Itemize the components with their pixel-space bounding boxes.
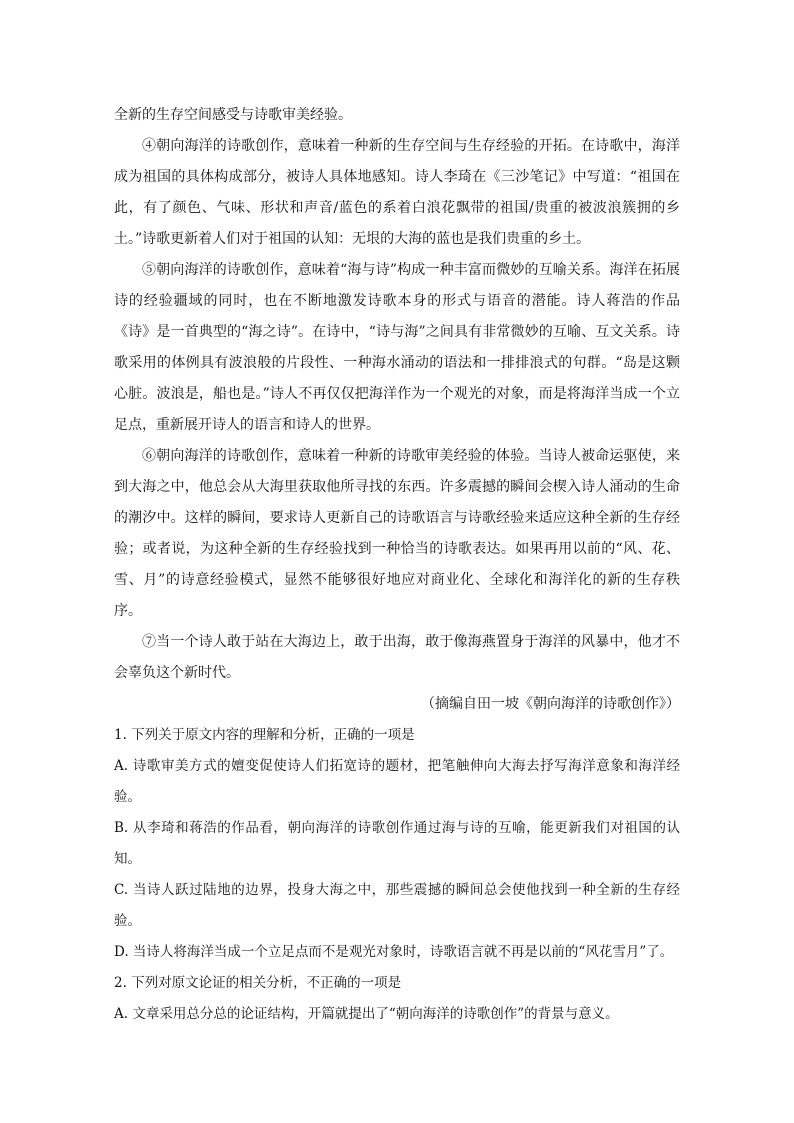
question-2-stem: 2. 下列对原文论证的相关分析，不正确的一项是 <box>114 975 402 991</box>
question-2-option-a: A. 文章采用总分总的论证结构，开篇就提出了“朝向海洋的诗歌创作”的背景与意义。 <box>114 1006 619 1022</box>
paragraph-7: ⑦当一个诗人敢于站在大海边上，敢于出海，敢于像海燕置身于海洋的风暴中，他才不会辜负这个新时代。 <box>114 634 680 681</box>
document-page <box>114 100 680 1030</box>
paragraph-4: ④朝向海洋的诗歌创作，意味着一种新的生存空间与生存经验的开拓。在诗歌中，海洋成为祖国的具体构成部分，被诗人具体地感知。诗人李琦在《三沙笔记》中写道：“祖国在此，有了颜色、气味、形状和声音/蓝色的系着白浪花飘带的祖国/贵重的被波浪簇拥的乡土。”诗歌更新着人们对于祖国的认知：无垠的大海的蓝也是我们贵重的乡土。 <box>114 138 680 247</box>
paragraph-6: ⑥朝向海洋的诗歌创作，意味着一种新的诗歌审美经验的体验。当诗人被命运驱使，来到大海之中，他总会从大海里获取他所寻找的东西。许多震撼的瞬间会楔入诗人涌动的生命的潮汐中。这样的瞬间，要求诗人更新自己的诗歌语言与诗歌经验来适应这种全新的生存经验；或者说，为这种全新的生存经验找到一种恰当的诗歌表达。如果再用以前的“风、花、雪、月”的诗意经验模式，显然不能够很好地应对商业化、全球化和海洋化的新的生存秩序。 <box>114 448 680 619</box>
question-1-stem: 1. 下列关于原文内容的理解和分析，正确的一项是 <box>114 727 415 743</box>
paragraph-5: ⑤朝向海洋的诗歌创作，意味着“海与诗”构成一种丰富而微妙的互喻关系。海洋在拓展诗的经验疆域的同时，也在不断地激发诗歌本身的形式与语音的潜能。诗人蒋浩的作品《诗》是一首典型的“海之诗”。在诗中，“诗与海”之间具有非常微妙的互喻、互文关系。诗歌采用的体例具有波浪般的片段性、一种海水涌动的语法和一排排浪式的句群。“岛是这颗心脏。波浪是，船也是。”诗人不再仅仅把海洋作为一个观光的对象，而是将海洋当成一个立足点，重新展开诗人的语言和诗人的世界。 <box>114 262 680 433</box>
question-1-option-a: A. 诗歌审美方式的嬗变促使诗人们拓宽诗的题材，把笔触伸向大海去抒写海洋意象和海洋经验。 <box>114 758 680 805</box>
question-1-option-d: D. 当诗人将海洋当成一个立足点而不是观光对象时，诗歌语言就不再是以前的“风花雪月”了。 <box>114 944 674 960</box>
paragraph-continuation: 全新的生存空间感受与诗歌审美经验。 <box>114 107 352 123</box>
question-1-option-b: B. 从李琦和蒋浩的作品看，朝向海洋的诗歌创作通过海与诗的互喻，能更新我们对祖国的认知。 <box>114 820 680 867</box>
source-citation: （摘编自田一坡《朝向海洋的诗歌创作》） <box>421 696 680 712</box>
question-1-option-c: C. 当诗人跃过陆地的边界，投身大海之中，那些震撼的瞬间总会使他找到一种全新的生存经验。 <box>114 882 680 929</box>
